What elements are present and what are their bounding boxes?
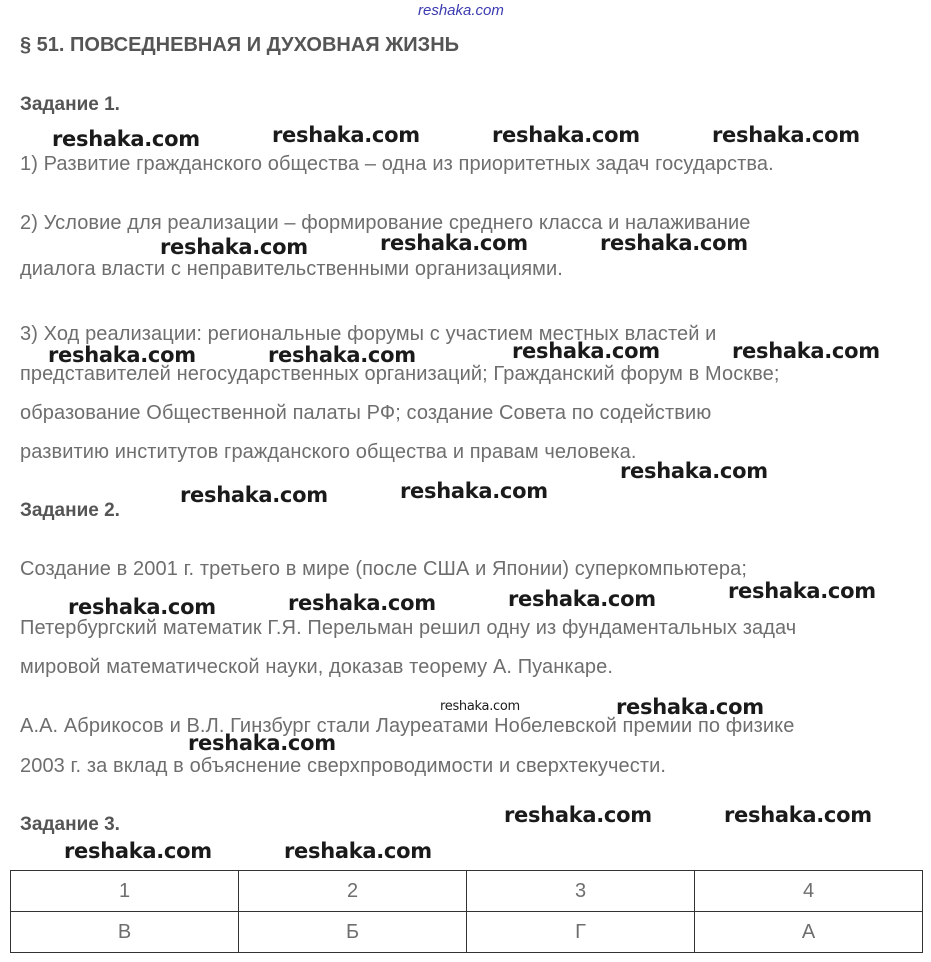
watermark: reshaka.com [380, 231, 528, 255]
watermark: reshaka.com [600, 231, 748, 255]
watermark: reshaka.com [48, 343, 196, 367]
watermark: reshaka.com [728, 579, 876, 603]
table-answer-cell: А [695, 912, 923, 953]
task1-line-7: развитию институтов гражданского общества и правам человека. [20, 441, 637, 463]
task2-line-2: Петербургский математик Г.Я. Перельман решил одну из фундаментальных задач [20, 617, 797, 639]
task1-heading: Задание 1. [20, 94, 120, 115]
watermark-small: reshaka.com [440, 699, 520, 714]
watermark: reshaka.com [160, 235, 308, 259]
table-row [11, 871, 923, 912]
task1-line-2: 2) Условие для реализации – формирование среднего класса и налаживание [20, 212, 751, 234]
watermark: reshaka.com [504, 803, 652, 827]
answers-table [10, 870, 923, 953]
watermark: reshaka.com [68, 595, 216, 619]
table-header-cell: 1 [11, 871, 239, 912]
watermark: reshaka.com [272, 123, 420, 147]
watermark: reshaka.com [724, 803, 872, 827]
task1-line-3: диалога власти с неправительственными организациями. [20, 258, 563, 280]
table-header-cell: 2 [239, 871, 467, 912]
watermark: reshaka.com [64, 839, 212, 863]
watermark: reshaka.com [188, 731, 336, 755]
watermark: reshaka.com [492, 123, 640, 147]
task1-line-6: образование Общественной палаты РФ; создание Совета по содействию [20, 402, 712, 424]
task2-line-4: А.А. Абрикосов и В.Л. Гинзбург стали Лауреатами Нобелевской премии по физике [20, 715, 795, 737]
watermark: reshaka.com [616, 695, 764, 719]
table-answer-cell: Б [239, 912, 467, 953]
table-header-cell: 3 [467, 871, 695, 912]
watermark: reshaka.com [268, 343, 416, 367]
task1-line-5: представителей негосударственных организаций; Гражданский форум в Москве; [20, 363, 780, 385]
watermark: reshaka.com [712, 123, 860, 147]
page-title: § 51. ПОВСЕДНЕВНАЯ И ДУХОВНАЯ ЖИЗНЬ [20, 34, 460, 56]
watermark: reshaka.com [732, 339, 880, 363]
task1-line-1: 1) Развитие гражданского общества – одна из приоритетных задач государства. [20, 153, 774, 175]
task2-heading: Задание 2. [20, 500, 120, 521]
watermark: reshaka.com [512, 339, 660, 363]
watermark: reshaka.com [52, 127, 200, 151]
watermark-top: reshaka.com [418, 2, 504, 19]
watermark: reshaka.com [288, 591, 436, 615]
table-answer-cell: В [11, 912, 239, 953]
table-answer-cell: Г [467, 912, 695, 953]
watermark: reshaka.com [284, 839, 432, 863]
task2-line-1: Создание в 2001 г. третьего в мире (после США и Японии) суперкомпьютера; [20, 558, 748, 580]
task2-line-5: 2003 г. за вклад в объяснение сверхпроводимости и сверхтекучести. [20, 755, 667, 777]
watermark: reshaka.com [620, 459, 768, 483]
watermark: reshaka.com [508, 587, 656, 611]
table-header-cell: 4 [695, 871, 923, 912]
watermark: reshaka.com [400, 479, 548, 503]
task3-heading: Задание 3. [20, 814, 120, 835]
task1-line-4: 3) Ход реализации: региональные форумы с участием местных властей и [20, 323, 717, 345]
table-row [11, 912, 923, 953]
watermark: reshaka.com [180, 483, 328, 507]
task2-line-3: мировой математической науки, доказав теорему А. Пуанкаре. [20, 656, 614, 678]
